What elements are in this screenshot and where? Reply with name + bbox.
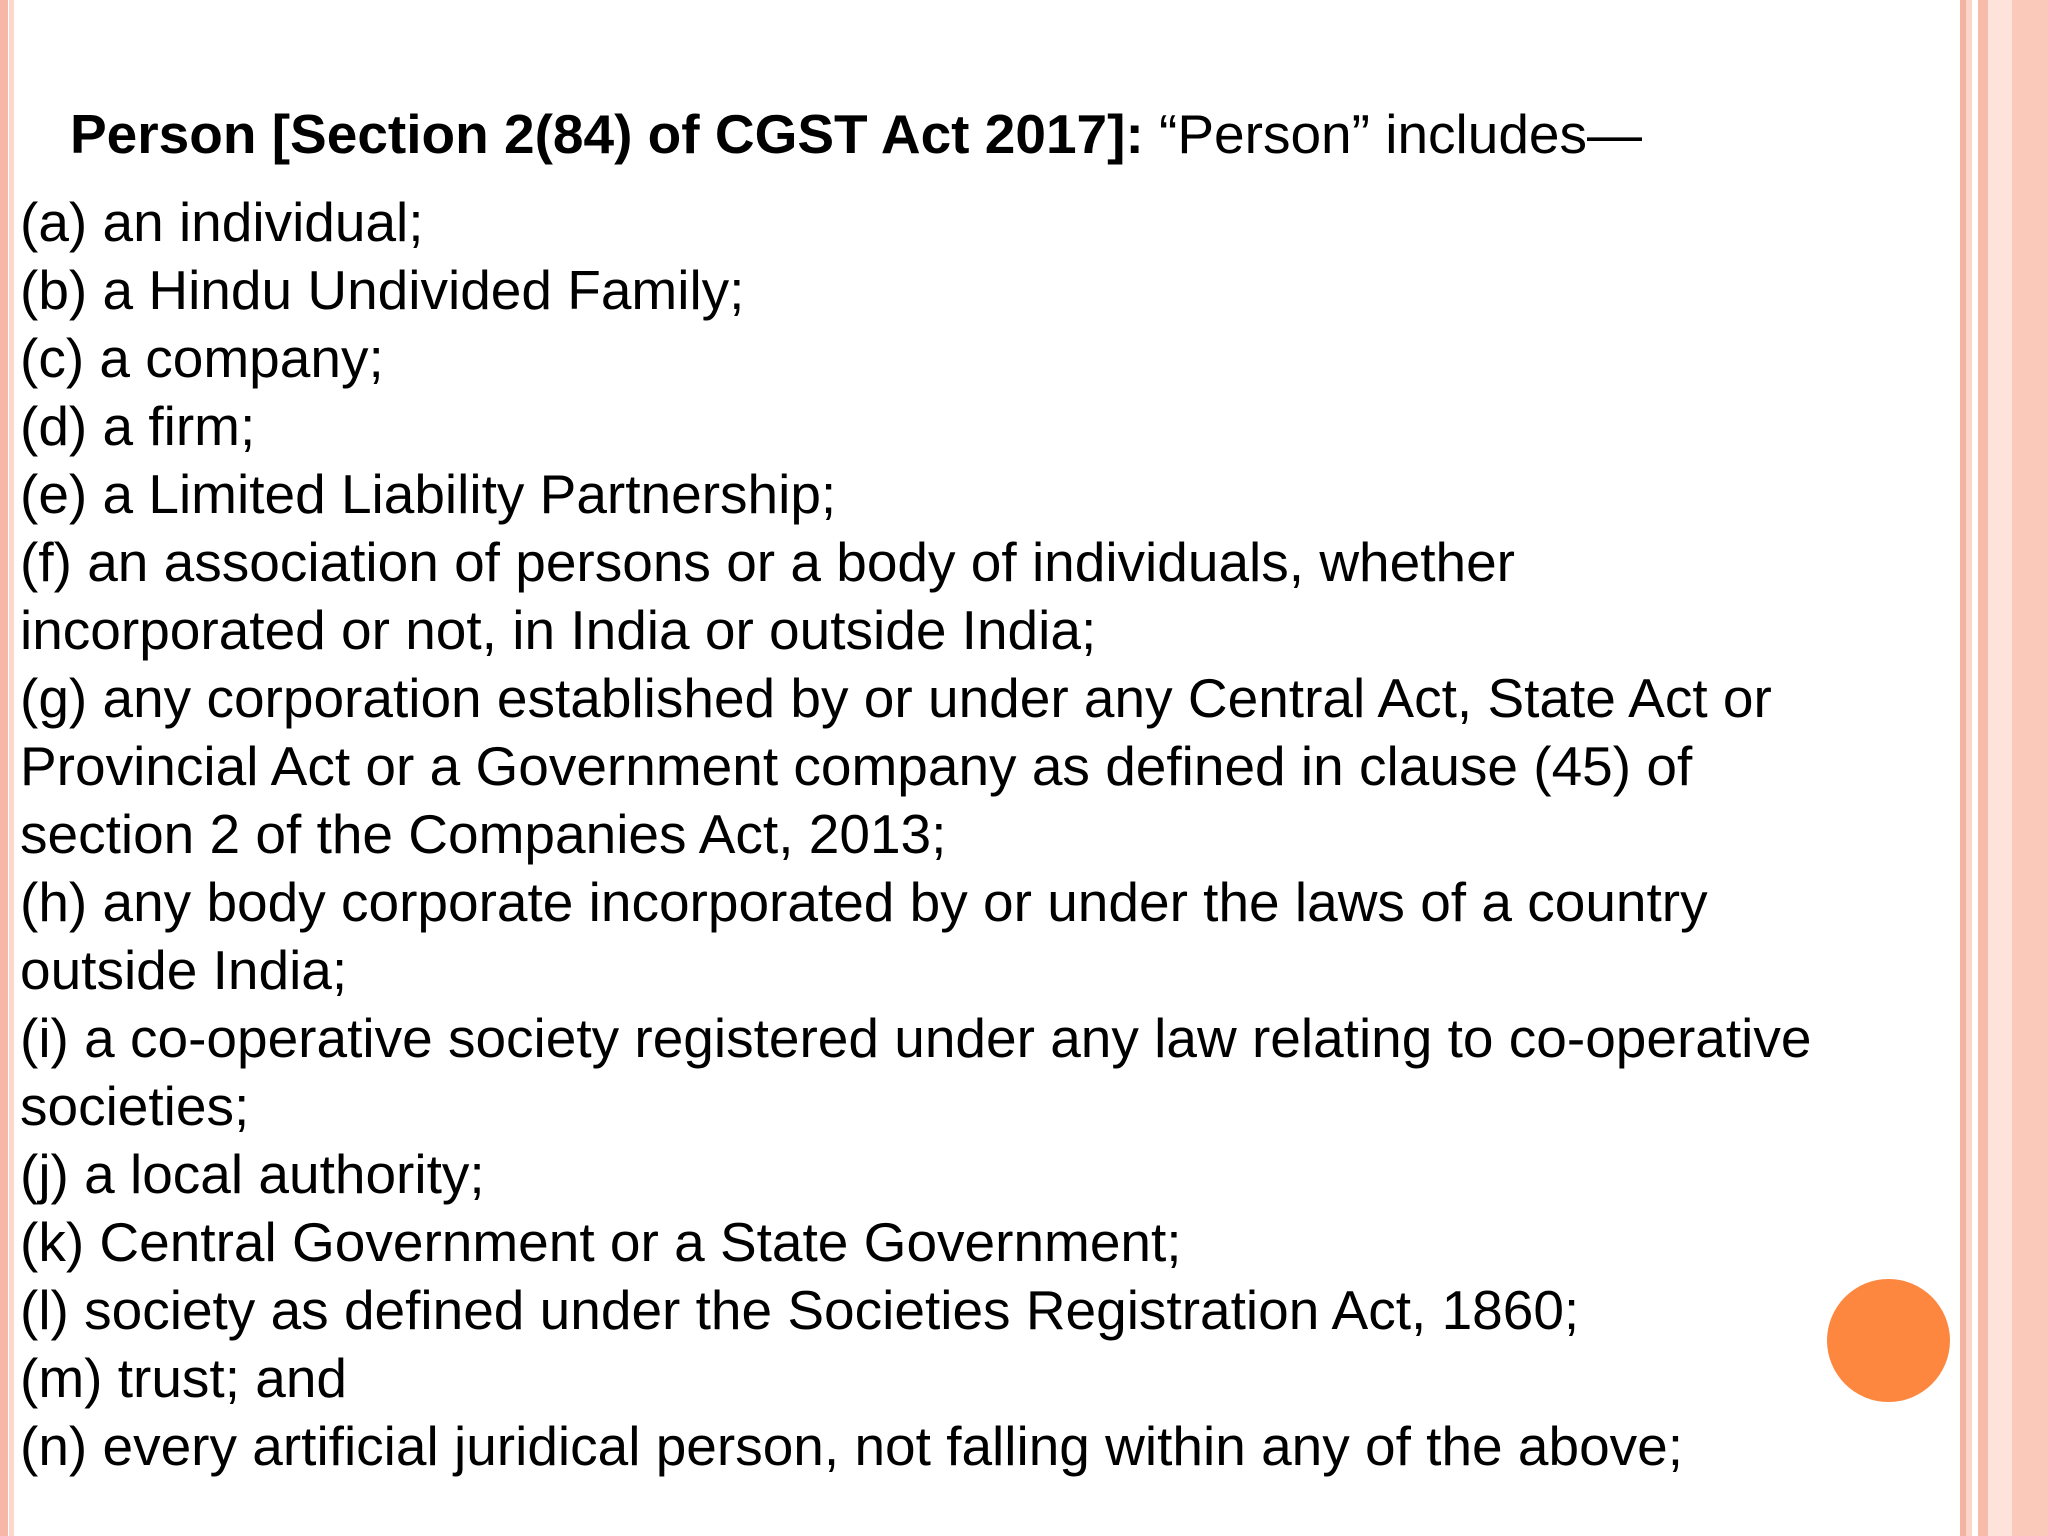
list-item: (b) a Hindu Undivided Family;: [20, 259, 745, 321]
slide-title: [70, 100, 1920, 168]
left-border-stripe-light: [9, 0, 14, 1536]
right-border-stripe-light: [1966, 0, 1972, 1536]
title-section-reference: Person [Section 2(84) of CGST Act 2017]:: [70, 103, 1144, 165]
list-item: incorporated or not, in India or outside India;: [20, 599, 1097, 661]
right-border-stripe-outer: [2012, 0, 2048, 1536]
list-item: (k) Central Government or a State Government;: [20, 1211, 1182, 1273]
list-item: (i) a co-operative society registered under any law relating to co-operative: [20, 1007, 1812, 1069]
list-item: section 2 of the Companies Act, 2013;: [20, 803, 947, 865]
list-item: (f) an association of persons or a body of individuals, whether: [20, 531, 1515, 593]
list-item: (j) a local authority;: [20, 1143, 485, 1205]
right-border-stripe-dark: [1978, 0, 1988, 1536]
title-definition-intro: “Person” includes—: [1143, 103, 1643, 165]
list-item: societies;: [20, 1075, 250, 1137]
list-item: (e) a Limited Liability Partnership;: [20, 463, 837, 525]
list-item: (c) a company;: [20, 327, 384, 389]
list-item: Provincial Act or a Government company as defined in clause (45) of: [20, 735, 1693, 797]
right-border-stripe-pale: [1988, 0, 2012, 1536]
list-item: (a) an individual;: [20, 191, 424, 253]
list-item: (d) a firm;: [20, 395, 256, 457]
list-item: (n) every artificial juridical person, not falling within any of the above;: [20, 1415, 1684, 1477]
decorative-circle: [1827, 1279, 1950, 1402]
list-item: (m) trust; and: [20, 1347, 348, 1409]
list-item: (g) any corporation established by or under any Central Act, State Act or: [20, 667, 1772, 729]
list-item: outside India;: [20, 939, 348, 1001]
list-item: (l) society as defined under the Societies Registration Act, 1860;: [20, 1279, 1580, 1341]
definition-list: [20, 188, 1920, 1480]
left-border-stripe: [0, 0, 8, 1536]
list-item: (h) any body corporate incorporated by or under the laws of a country: [20, 871, 1708, 933]
